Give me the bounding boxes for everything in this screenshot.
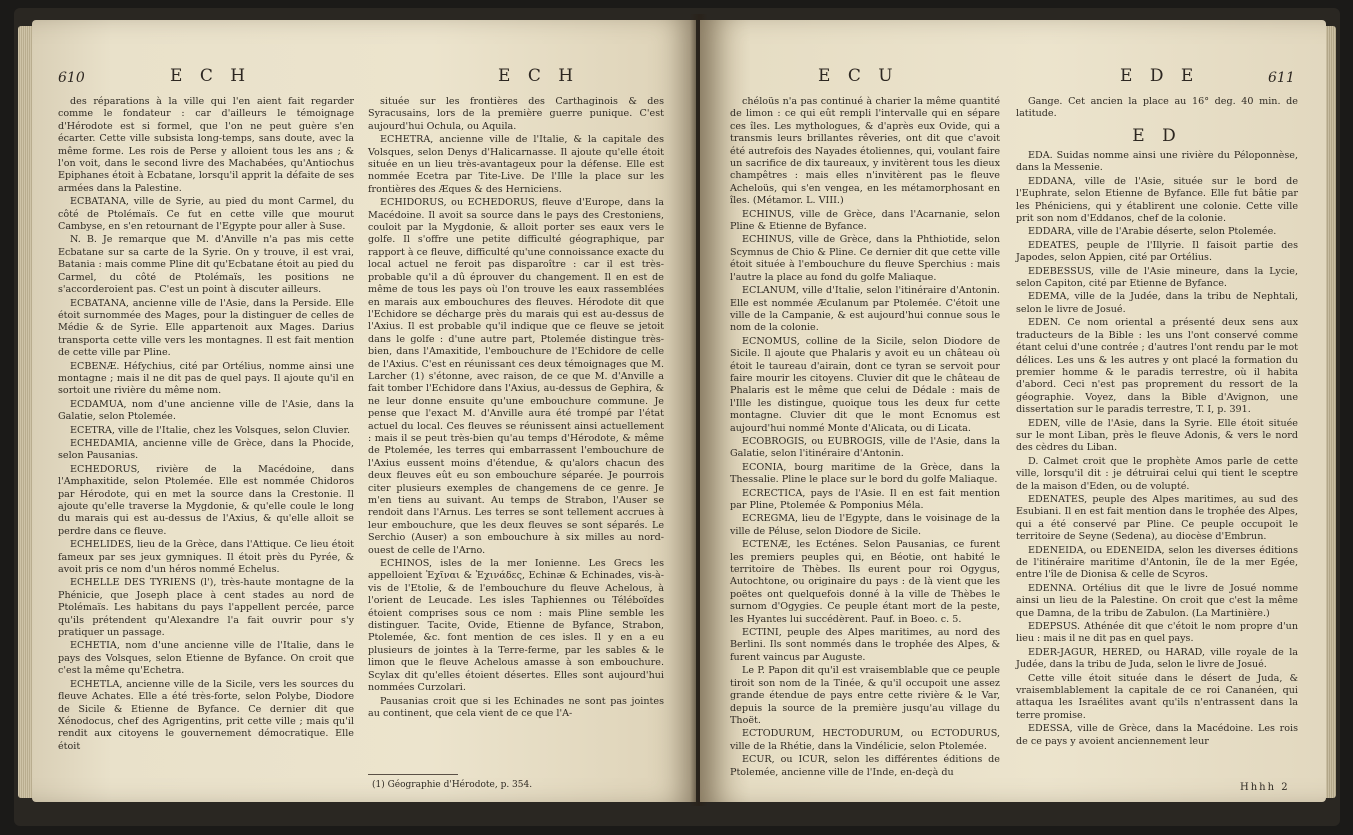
left-page-number: 610 — [58, 70, 85, 86]
right-column-2 — [1016, 150, 1298, 749]
entry-paragraph: ECHEDORUS, rivière de la Macédoine, dans l'Amphaxitide, selon Ptolemée. Elle est nommée Chidoros par Hérodote, qui en met la source dans la Crestonie. Il ajoute qu'elle traverse la Mygdonie, & qu'elle coule le long du marais qui est au-dessus de l'Axius, & qu'elle alloit se perdre dans ce fleuve. — [58, 463, 354, 537]
left-column-2 — [368, 96, 664, 721]
entry-paragraph: ECHINUS, ville de Grèce, dans la Phthiotide, selon Scymnus de Chio & Pline. Ce dernier dit que cette ville étoit située à l'embouchure du fleuve Sperchius : mais l'autre la place au fond du golfe Maliaque. — [730, 234, 1000, 283]
right-running-head-1: E C U — [818, 66, 899, 86]
right-page-number: 611 — [1268, 70, 1295, 86]
entry-paragraph: ECLANUM, ville d'Italie, selon l'itinéraire d'Antonin. Elle est nommée Æculanum par Ptolemée. C'étoit une ville de la Campanie, & est aujourd'hui connue sous le nom de la colonie. — [730, 285, 1000, 334]
footnote-rule — [368, 774, 458, 775]
entry-paragraph: ECTINI, peuple des Alpes maritimes, au nord des Berlini. Ils sont nommés dans le trophée des Alpes, & furent vaincus par Auguste. — [730, 627, 1000, 663]
entry-paragraph: Pausanias croit que si les Echinades ne sont pas jointes au continent, que cela vient de ce que l'A- — [368, 695, 664, 719]
entry-paragraph: ECHETIA, nom d'une ancienne ville de l'Italie, dans le pays des Volsques, selon Etienne de Byfance. On croit que c'est la même qu'Echetra. — [58, 640, 354, 677]
entry-paragraph: ECETRA, ville de l'Italie, chez les Volsques, selon Cluvier. — [70, 424, 351, 436]
entry-paragraph: ECHELIDES, lieu de la Grèce, dans l'Attique. Ce lieu étoit fameux par ses jeux gymniques. Il étoit près du Pyrée, & avoit pris ce nom d'un héros nommé Echelus. — [58, 539, 354, 576]
entry-paragraph: des réparations à la ville qui l'en aient fait regarder comme le fondateur : car d'ailleurs le témoignage d'Hérodote est si formel, que l'on ne peut guère s'en écarter. Cette ville subsista long-temps, sans doute, avec la même forme. Les rois de Perse y alloient tous les ans ; & l'on voit, dans le second livre des Machabées, qu'Antiochus Epiphanes étoit à Ecbatane, lorsqu'il apprit la défaite de ses armées dans la Palestine. — [58, 96, 354, 194]
footnote: (1) Géographie d'Hérodote, p. 354. — [372, 780, 533, 790]
right-running-head-2: E D E — [1120, 66, 1200, 86]
entry-paragraph: EDENATES, peuple des Alpes maritimes, au sud des Esubiani. Il en est fait mention dans le trophée des Alpes, qui a été conservé par Pline. Ce peuple occupoit le territoire de Seyne (Sedena), au diocèse d'Embrun. — [1016, 493, 1298, 543]
entry-paragraph: EDESSA, ville de Grèce, dans la Macédoine. Les rois de ce pays y avoient anciennement leur — [1016, 723, 1298, 747]
entry-paragraph: EDER-JAGUR, HERED, ou HARAD, ville royale de la Judée, dans la tribu de Juda, selon le livre de Josué. — [1016, 646, 1298, 671]
entry-paragraph: ECBATANA, ancienne ville de l'Asie, dans la Perside. Elle étoit surnommée des Mages, pour la distinguer de celles de Médie & de Syrie. Elle appartenoit aux Mages. Darius transporta cette ville vers les montagnes. Il est fait mention de cette ville par Pline. — [58, 297, 354, 359]
right-column-2-top — [1016, 96, 1298, 122]
entry-paragraph: EDENEIDA, ou EDENEIDA, selon les diverses éditions de l'itinéraire maritime d'Antonin, île de la mer Egée, entre l'île de Dionisa & celle de Scyros. — [1016, 544, 1298, 581]
left-running-head-2: E C H — [498, 66, 580, 86]
entry-paragraph: ECBATANA, ville de Syrie, au pied du mont Carmel, du côté de Ptolémaïs. Ce fut en cette ville que mourut Cambyse, en s'en retournant de l'Egypte pour aller à Suse. — [58, 196, 354, 233]
entry-paragraph: ECONIA, bourg maritime de la Grèce, dans la Thessalie. Pline le place sur le bord du golfe Maliaque. — [730, 461, 1000, 486]
entry-paragraph: EDEN, ville de l'Asie, dans la Syrie. Elle étoit située sur le mont Liban, près le fleuve Adonis, & vers le nord des cèdres du Liban. — [1016, 417, 1298, 454]
entry-paragraph: ECDAMUA, nom d'une ancienne ville de l'Asie, dans la Galatie, selon Ptolemée. — [58, 398, 354, 423]
entry-paragraph: EDEN. Ce nom oriental a présenté deux sens aux traducteurs de la Bible : les uns l'ont conservé comme étant celui d'une contrée ; d'autres l'ont rendu par le mot délices. Les uns & les autres y ont placé la formation du premier homme & le paradis terrestre, où il habita d'abord. Ceci n'est pas proprement du ressort de la géographie. Voyez, dans la Bible d'Avignon, une dissertation sur le paradis terrestre, T. I, p. 391. — [1016, 317, 1298, 416]
entry-paragraph: ECHINOS, isles de la mer Ionienne. Les Grecs les appelloient Ἐχῖναι & Ἐχινάδες, Echinæ & Echinades, vis-à-vis de l'Etolie, & de l'embouchure du fleuve Achelous, à l'orient de Leucade. Les isles Taphiennes ou Téléboïdes étoient comprises sous ce nom : mais Pline semble les distinguer. Tacite, Ovide, Etienne de Byfance, Strabon, Ptolemée, &c. font mention de ces isles. Il y en a eu plusieurs de jointes à la Terre-ferme, par les sables & le limon que le fleuve Achelous amasse à son embouchure. Scylax dit qu'elles étoient désertes. Elles sont aujourd'hui nommées Curzolari. — [368, 558, 664, 694]
entry-paragraph: EDDANA, ville de l'Asie, située sur le bord de l'Euphrate, selon Etienne de Byfance. Elle fut bâtie par les Phéniciens, qui y établirent une colonie. Cette ville prit son nom d'Eddanos, chef de la colonie. — [1016, 175, 1298, 225]
entry-paragraph: EDENNA. Ortélius dit que le livre de Josué nomme ainsi un lieu de la Palestine. On croit que c'est la même que Damna, de la tribu de Zabulon. (La Martinière.) — [1016, 582, 1298, 619]
entry-paragraph: chéloüs n'a pas continué à charier la même quantité de limon : ce qui eût rempli l'intervalle qui en sépare ces îles. Les mythologues, & d'après eux Ovide, qui a transmis leurs brillantes rêveries, ont dit que c'avoit été autrefois des Nayades étoliennes, qui, voulant faire un sacrifice de dix taureaux, y invitèrent tous les dieux champêtres : mais elles n'invitèrent pas le fleuve Acheloüs, qui s'en vengea, en les métamorphosant en îles. (Métamor. L. VIII.) — [730, 96, 1000, 207]
entry-paragraph: ECRECTICA, pays de l'Asie. Il en est fait mention par Pline, Ptolemée & Pomponius Méla. — [730, 487, 1000, 511]
entry-paragraph: D. Calmet croit que le prophète Amos parle de cette ville, lorsqu'il dit : je détruirai celui qui tient le sceptre de la maison d'Eden, ou de volupté. — [1016, 455, 1298, 492]
entry-paragraph: ECOBROGIS, ou EUBROGIS, ville de l'Asie, dans la Galatie, selon l'itinéraire d'Antonin. — [730, 435, 1000, 460]
entry-paragraph: ECBENÆ. Héfychius, cité par Ortélius, nomme ainsi une montagne ; mais il ne dit pas de quel pays. Il ajoute qu'il en sortoit une rivière du même nom. — [58, 360, 354, 397]
entry-paragraph: EDEBESSUS, ville de l'Asie mineure, dans la Lycie, selon Capiton, cité par Etienne de Byfance. — [1016, 265, 1298, 290]
right-column-1 — [730, 96, 1000, 780]
entry-paragraph: Le P. Papon dit qu'il est vraisemblable que ce peuple tiroit son nom de la Tinée, & qu'il occupoit une assez grande étendue de pays entre cette rivière & le Var, depuis la source de la première jusqu'au village du Thoët. — [730, 665, 1000, 726]
entry-paragraph: EDEMA, ville de la Judée, dans la tribu de Nephtali, selon le livre de Josué. — [1016, 291, 1298, 315]
entry-paragraph: ECHETRA, ancienne ville de l'Italie, & la capitale des Volsques, selon Denys d'Halicarnasse. Il ajoute qu'elle étoit située en un lieu très-avantageux pour la défense. Elle est nommée Ecetra par Tite-Live. De l'Ille la place sur les frontières des Æques & des Herniciens. — [368, 134, 664, 195]
entry-paragraph: située sur les frontières des Carthaginois & des Syracusains, lors de la première guerre punique. C'est aujourd'hui Ochula, ou Aquila. — [368, 96, 664, 132]
entry-paragraph: EDA. Suidas nomme ainsi une rivière du Péloponnèse, dans la Messenie. — [1016, 150, 1298, 174]
left-running-head-1: E C H — [170, 66, 252, 86]
entry-paragraph: ECNOMUS, colline de la Sicile, selon Diodore de Sicile. Il ajoute que Phalaris y avoit eu un château où étoit le taureau d'airain, dont ce tyran se servoit pour faire mourir les citoyens. Cluvier dit que le château de Phalaris est le même que celui de Dédale : mais de l'Ille les distingue, quoique tous les deux fur cette montagne. Cluvier dit que le mont Ecnomus est aujourd'hui nommé Monte d'Alicata, ou di Licata. — [730, 335, 1000, 434]
entry-paragraph: ECTODURUM, HECTODURUM, ou ECTODURUS, ville de la Rhétie, dans la Vindélicie, selon Ptolemée. — [730, 728, 1000, 752]
entry-paragraph: N. B. Je remarque que M. d'Anville n'a pas mis cette Ecbatane sur sa carte de la Syrie. On y trouve, il est vrai, Batania : mais comme Pline dit qu'Ecbatane étoit au pied du Carmel, du côté de Ptolémaïs, les positions ne s'accorderoient pas. C'est un point à discuter ailleurs. — [58, 234, 354, 296]
entry-paragraph: ECHINUS, ville de Grèce, dans l'Acarnanie, selon Pline & Etienne de Byfance. — [730, 208, 1000, 233]
entry-paragraph: ECREGMA, lieu de l'Egypte, dans le voisinage de la ville de Péluse, selon Diodore de Sicile. — [730, 513, 1000, 537]
entry-paragraph: Gange. Cet ancien la place au 16° deg. 40 min. de latitude. — [1016, 96, 1298, 120]
right-page — [700, 20, 1326, 802]
entry-paragraph: ECHELLE DES TYRIENS (l'), très-haute montagne de la Phénicie, que Joseph place à cent stades au nord de Ptolémaïs. Les habitans du pays l'appellent percée, parce qu'ils prétendent qu'Alexandre l'a fait ouvrir pour s'y pratiquer un passage. — [58, 577, 354, 639]
section-heading: E D — [1132, 126, 1182, 146]
left-page — [32, 20, 696, 802]
entry-paragraph: EDEATES, peuple de l'Illyrie. Il faisoit partie des Japodes, selon Appien, cité par Ortélius. — [1016, 239, 1298, 264]
left-column-1 — [58, 96, 354, 754]
signature-mark: Hhhh 2 — [1240, 782, 1290, 793]
entry-paragraph: ECHEDAMIA, ancienne ville de Grèce, dans la Phocide, selon Pausanias. — [58, 437, 354, 462]
entry-paragraph: EDDARA, ville de l'Arabie déserte, selon Ptolemée. — [1028, 226, 1277, 238]
entry-paragraph: ECUR, ou ICUR, selon les différentes éditions de Ptolemée, ancienne ville de l'Inde, en-deçà du — [730, 754, 1000, 778]
entry-paragraph: EDEPSUS. Athénée dit que c'étoit le nom propre d'un lieu : mais il ne dit pas en quel pays. — [1016, 621, 1298, 645]
entry-paragraph: ECTENÆ, les Ecténes. Selon Pausanias, ce furent les premiers peuples qui, en Béotie, ont habité le territoire de Thèbes. Ils eurent pour roi Ogygus, Autochtone, ou originaire du pays : de là vient que les poëtes ont quelquefois donné à la ville de Thèbes le surnom d'Ogygies. Ce peuple étant mort de la peste, les Hyantes lui succédèrent. Pauf. in Boeo. c. 5. — [730, 539, 1000, 625]
entry-paragraph: Cette ville étoit située dans le désert de Juda, & vraisemblablement la capitale de ce roi Cananéen, qui attaqua les Israélites avant qu'ils n'entrassent dans la terre promise. — [1016, 672, 1298, 721]
entry-paragraph: ECHETLA, ancienne ville de la Sicile, vers les sources du fleuve Achates. Elle a été très-forte, selon Polybe, Diodore de Sicile & Etienne de Byfance. Ce dernier dit que Xénodocus, chef des Agrigentins, prit cette ville ; mais qu'il rendit aux citoyens le gouvernement démocratique. Elle étoit — [58, 678, 354, 752]
entry-paragraph: ECHIDORUS, ou ECHEDORUS, fleuve d'Europe, dans la Macédoine. Il avoit sa source dans le pays des Crestoniens, couloit par la Mygdonie, & alloit porter ses eaux vers le golfe. Il s'offre une petite difficulté géographique, par rapport à ce fleuve, difficulté qu'une connoissance exacte du local actuel ne feroit pas disparoître : car il est très-probable qu'il a dû éprouver du changement. Il en est de même de tous les pays où l'on trouve les eaux rassemblées en marais aux embouchures des fleuves. Hérodote dit que l'Echidore se décharge près du marais qui est au-dessus de l'Axius. Il est probable qu'il indique que ce fleuve se jetoit dans le golfe : d'une autre part, Ptolemée distingue très-bien, dans l'Amaxitide, l'embouchure de l'Echidore de celle de l'Axius. C'est en réunissant ces deux témoignages que M. Larcher (1) s'étonne, avec raison, de ce que M. d'Anville a fait tomber l'Echidore dans l'Axius, au-dessus de Gephira, & ne leur donne ensuite qu'une embouchure commune. Je pense que l'exact M. d'Anville aura été trompé par l'état actuel du local. Ces fleuves se réunissent ainsi actuellement : mais il se peut très-bien qu'au temps d'Hérodote, & même de Ptolemée, les terres qui embarrassent l'embouchure de l'Axius eussent moins d'étendue, & qu'alors chacun des deux fleuves eût eu son embouchure séparée. Je pourrois citer plusieurs exemples de changemens de ce genre. Je m'en tiens au suivant. Au temps de Strabon, l'Auser se rendoit dans l'Arnus. Les terres se sont tellement accrues à leur embouchure, que les deux fleuves se sont séparés. Le Serchio (Auser) a son embouchure à six milles au nord-ouest de celle de l'Arno. — [368, 197, 664, 556]
